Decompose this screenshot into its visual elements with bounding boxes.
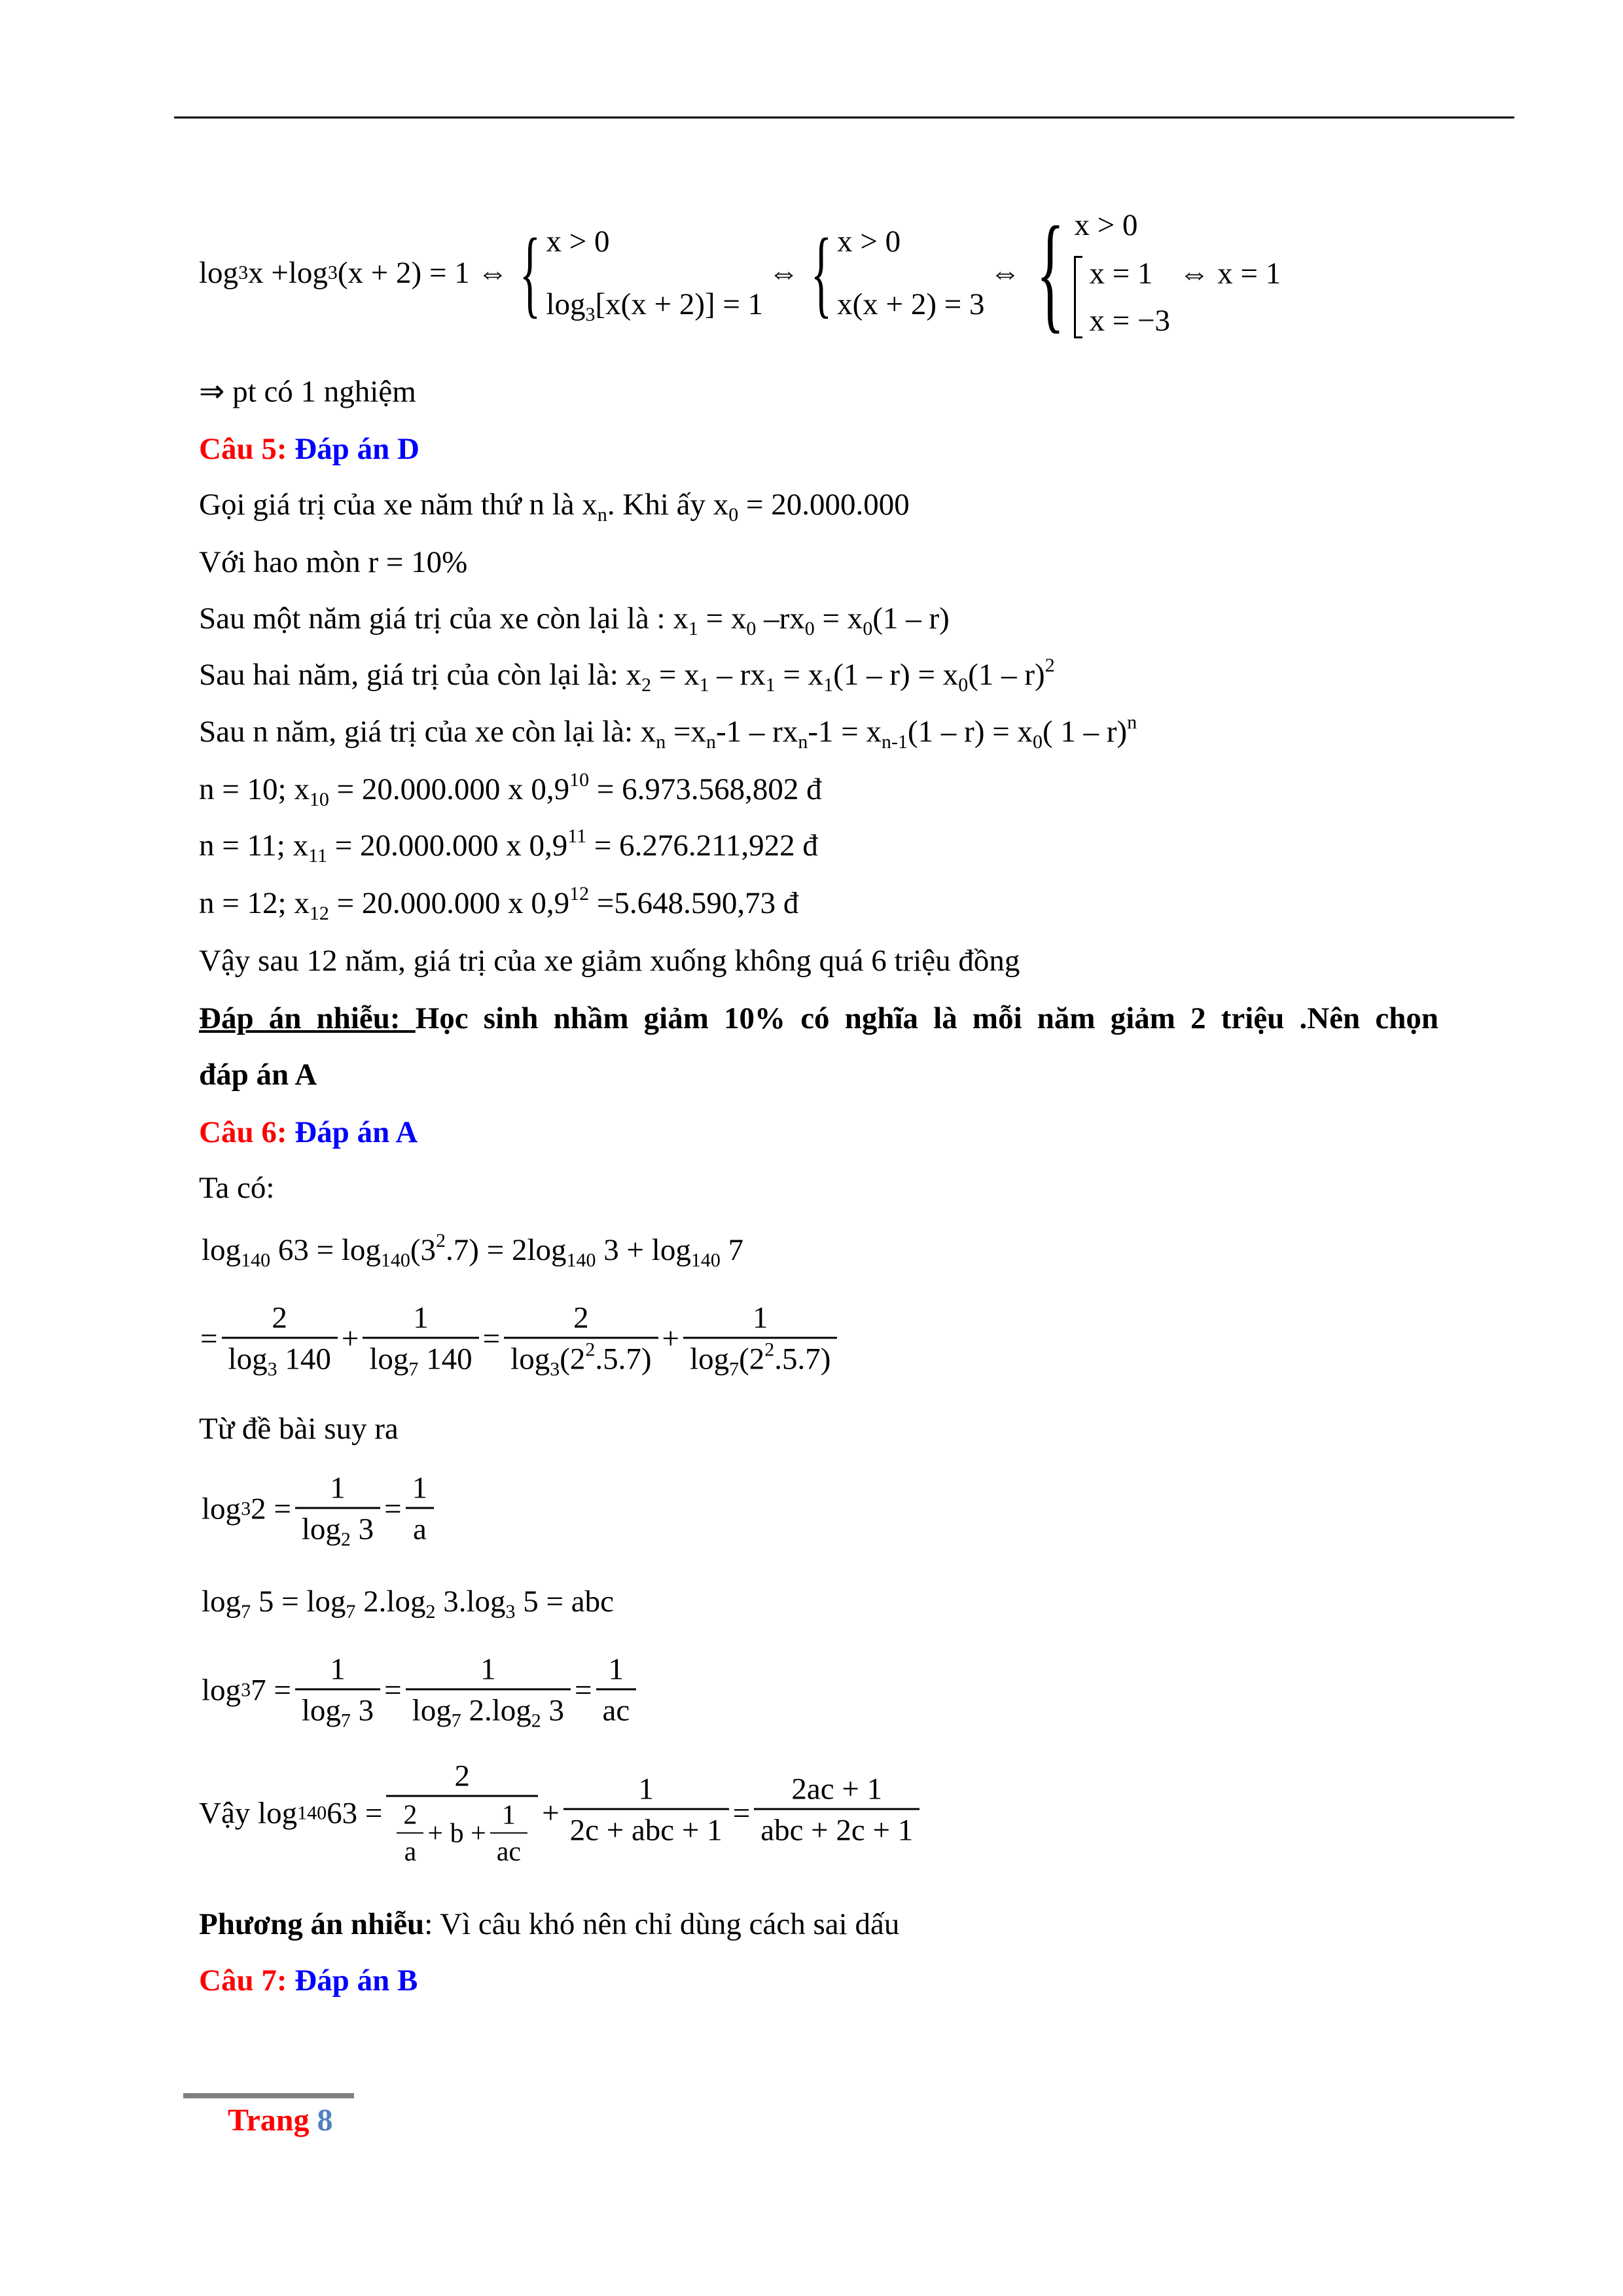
m: log bbox=[510, 1342, 550, 1376]
math-text: log bbox=[546, 287, 586, 321]
question-7-heading bbox=[199, 1963, 418, 1998]
text: = 6.973.568,802 đ bbox=[589, 772, 822, 806]
question-5-heading bbox=[199, 431, 419, 467]
sub: 3 bbox=[550, 1358, 560, 1380]
denominator bbox=[295, 1509, 380, 1551]
text: = x bbox=[698, 601, 747, 636]
text: (1 – r) = x bbox=[908, 715, 1033, 749]
denominator bbox=[406, 1691, 571, 1732]
denominator: abc + 2c + 1 bbox=[760, 1813, 914, 1848]
numerator: 2ac + 1 bbox=[754, 1772, 919, 1810]
numerator: 2 bbox=[386, 1759, 538, 1797]
m: log bbox=[491, 1693, 531, 1728]
m: log bbox=[690, 1342, 730, 1376]
m: = bbox=[384, 1492, 402, 1526]
text: n = 11; x bbox=[199, 829, 309, 863]
text: Gọi giá trị của xe năm thứ n là x bbox=[199, 488, 597, 522]
numerator: 1 bbox=[563, 1772, 729, 1810]
question-label: Câu 7: bbox=[199, 1964, 295, 1998]
sub: 0 bbox=[746, 618, 757, 639]
m: Vậy log bbox=[199, 1796, 298, 1830]
denominator bbox=[222, 1339, 338, 1380]
math-text: ⇔ x = 1 bbox=[1179, 257, 1281, 291]
sup: 2 bbox=[1044, 655, 1055, 676]
fraction bbox=[363, 1300, 478, 1380]
text: (1 – r) bbox=[872, 601, 950, 636]
m: log bbox=[202, 1585, 241, 1619]
m: log bbox=[341, 1233, 381, 1267]
fraction bbox=[596, 1652, 637, 1729]
m: = bbox=[732, 1796, 751, 1830]
denominator bbox=[295, 1691, 380, 1732]
text: n = 10; x bbox=[199, 772, 310, 806]
math-text: x = 1 bbox=[1089, 257, 1153, 291]
text: = 20.000.000 x 0,9 bbox=[327, 829, 568, 863]
text: = 6.276.211,922 đ bbox=[586, 829, 818, 863]
math-text: log bbox=[199, 256, 239, 290]
m: log bbox=[527, 1233, 567, 1267]
fraction bbox=[683, 1300, 837, 1380]
sub: 7 bbox=[340, 1710, 351, 1732]
m: log bbox=[228, 1342, 268, 1376]
m: 2. bbox=[355, 1585, 387, 1619]
sub: 0 bbox=[958, 674, 969, 696]
sup: 2 bbox=[764, 1338, 775, 1361]
m: .7) = 2 bbox=[446, 1233, 527, 1267]
m: 3. bbox=[435, 1585, 467, 1619]
paragraph bbox=[199, 601, 950, 639]
m: 7 = bbox=[251, 1673, 291, 1707]
math-text: [x(x + 2)] = 1 bbox=[595, 287, 764, 321]
m: 3 bbox=[350, 1693, 374, 1728]
sub: 3 bbox=[505, 1601, 516, 1623]
m: = bbox=[575, 1673, 592, 1707]
distractor-note bbox=[199, 1001, 1438, 1036]
sub: 140 bbox=[566, 1249, 596, 1271]
paragraph bbox=[199, 769, 822, 810]
text: . Khi ấy x bbox=[607, 488, 729, 522]
numerator: 2 bbox=[222, 1300, 338, 1339]
bracket-icon bbox=[1074, 256, 1082, 338]
system-3 bbox=[1026, 200, 1281, 345]
sub: 0 bbox=[728, 504, 739, 526]
text: -1 = x bbox=[808, 715, 882, 749]
m: log bbox=[202, 1233, 241, 1267]
m: 3 bbox=[350, 1512, 374, 1547]
m: (3 bbox=[410, 1233, 437, 1267]
math-text: x > 0 bbox=[837, 224, 901, 259]
text: = 20.000.000 bbox=[738, 488, 910, 522]
math-text: x > 0 bbox=[1074, 208, 1138, 242]
sub: n bbox=[798, 731, 808, 753]
fraction bbox=[295, 1471, 380, 1551]
math-text: (x + 2) = 1 ⇔ bbox=[337, 256, 508, 290]
sub: 2 bbox=[340, 1528, 351, 1551]
text: n = 12; x bbox=[199, 886, 310, 920]
m: 63 = bbox=[327, 1796, 383, 1830]
denominator bbox=[504, 1338, 658, 1380]
m: log bbox=[386, 1585, 426, 1619]
sup: 10 bbox=[569, 769, 590, 791]
text: (1 – r) = x bbox=[833, 658, 959, 692]
math-text: log bbox=[288, 256, 328, 290]
answer-label: Đáp án A bbox=[294, 1115, 418, 1149]
page-label: Trang bbox=[228, 2103, 317, 2138]
paragraph: Từ đề bài suy ra bbox=[199, 1412, 399, 1446]
denominator: ac bbox=[602, 1693, 630, 1728]
paragraph bbox=[199, 487, 910, 526]
numerator: 1 bbox=[295, 1652, 380, 1691]
paragraph bbox=[199, 711, 1137, 753]
text: = 20.000.000 x 0,9 bbox=[329, 772, 570, 806]
fraction bbox=[406, 1652, 571, 1732]
denominator: a bbox=[412, 1512, 427, 1547]
m: 63 = bbox=[270, 1233, 342, 1267]
numerator: 1 bbox=[406, 1471, 435, 1509]
paragraph bbox=[199, 655, 1055, 696]
page-footer bbox=[228, 2102, 332, 2138]
m: 2 = bbox=[251, 1492, 291, 1526]
paragraph: Với hao mòn r = 10% bbox=[199, 545, 468, 579]
fraction bbox=[406, 1471, 435, 1547]
text: =x bbox=[666, 715, 707, 749]
m: log bbox=[651, 1233, 691, 1267]
m: log bbox=[466, 1585, 506, 1619]
sub: 2 bbox=[425, 1601, 436, 1623]
denominator: 2c + abc + 1 bbox=[569, 1813, 722, 1848]
denominator: a bbox=[404, 1837, 417, 1867]
m: 5 = bbox=[251, 1585, 307, 1619]
paragraph bbox=[199, 825, 818, 867]
distractor-note bbox=[199, 1907, 899, 1942]
text: : Vì câu khó nên chỉ dùng cách sai dấu bbox=[424, 1907, 900, 1941]
m: + bbox=[341, 1321, 359, 1355]
sub: 7 bbox=[241, 1601, 251, 1623]
denominator bbox=[386, 1797, 538, 1868]
numerator: 1 bbox=[490, 1800, 527, 1834]
sub: 0 bbox=[804, 618, 815, 639]
numerator: 1 bbox=[596, 1652, 637, 1691]
m: 3 bbox=[541, 1693, 565, 1728]
text: Sau n năm, giá trị của xe còn lại là: x bbox=[199, 715, 656, 749]
math-text: x > 0 bbox=[546, 224, 610, 259]
math-sub: 3 bbox=[585, 304, 596, 325]
m: + bbox=[542, 1796, 560, 1830]
sub: 1 bbox=[765, 674, 776, 696]
fraction bbox=[563, 1772, 729, 1848]
text: = x bbox=[775, 658, 824, 692]
sub: 0 bbox=[863, 618, 873, 639]
sup: 12 bbox=[569, 883, 590, 905]
m: 5 = abc bbox=[515, 1585, 614, 1619]
equation-r3: log 3 2 = $\frac{1}{\log_2 3}$ = $\frac{1}{a}$ bbox=[202, 1471, 438, 1547]
m: (2 bbox=[560, 1342, 586, 1376]
brace-icon: { bbox=[810, 219, 832, 327]
equation-r6: Vậy log 140 63 = 2 $\frac{2}{a}$ + b + $\frac{1}{ac}$ + $\frac{1}{\text{2c + abc + 1}}$ = $\frac{2ac + 1}{\text{abc + 2c + 1}}$ bbox=[199, 1759, 923, 1868]
numerator: 1 bbox=[363, 1300, 478, 1339]
sub: 3 bbox=[267, 1358, 277, 1380]
fraction bbox=[222, 1300, 338, 1380]
sub: 7 bbox=[729, 1358, 740, 1380]
fraction bbox=[295, 1652, 380, 1732]
text: = x bbox=[814, 601, 863, 636]
sub: 140 bbox=[241, 1249, 271, 1271]
fraction bbox=[504, 1300, 658, 1380]
sub: n bbox=[656, 731, 666, 753]
m: 7 bbox=[720, 1233, 744, 1267]
fraction bbox=[754, 1772, 919, 1848]
sub: 7 bbox=[346, 1601, 356, 1623]
sub: 140 bbox=[690, 1249, 721, 1271]
text: = x bbox=[651, 658, 700, 692]
denominator bbox=[683, 1338, 837, 1380]
sub: 0 bbox=[1032, 731, 1043, 753]
brace-icon: { bbox=[520, 219, 541, 327]
sub: n bbox=[597, 504, 607, 526]
equivalence-arrow: ⇔ bbox=[990, 256, 1021, 290]
m: .5.7) bbox=[595, 1342, 652, 1376]
sub: 11 bbox=[308, 845, 327, 867]
m: log bbox=[202, 1673, 241, 1707]
math-text: x = −3 bbox=[1089, 304, 1170, 338]
text: =5.648.590,73 đ bbox=[589, 886, 799, 920]
system-2 bbox=[804, 219, 985, 327]
question-6-heading bbox=[199, 1115, 418, 1150]
m: = bbox=[200, 1321, 218, 1355]
conclusion-text: ⇒ pt có 1 nghiệm bbox=[199, 374, 416, 409]
paragraph: Ta có: bbox=[199, 1171, 275, 1205]
sup: 2 bbox=[585, 1338, 596, 1361]
answer-label: Đáp án B bbox=[294, 1964, 418, 1998]
distractor-note-cont: đáp án A bbox=[199, 1058, 317, 1092]
brace-icon: { bbox=[1036, 200, 1065, 345]
solution-set bbox=[1074, 256, 1281, 338]
system-1 bbox=[513, 219, 764, 327]
numerator: 1 bbox=[406, 1652, 571, 1691]
sub: 12 bbox=[309, 903, 329, 924]
answer-label: Đáp án D bbox=[294, 432, 419, 466]
m: log bbox=[202, 1492, 241, 1526]
text: Sau hai năm, giá trị của còn lại là: x bbox=[199, 658, 642, 692]
m: 140 bbox=[418, 1342, 473, 1376]
text: Sau một năm giá trị của xe còn lại là : x bbox=[199, 601, 688, 636]
m: 140 bbox=[277, 1342, 331, 1376]
equivalence-arrow: ⇔ bbox=[768, 256, 800, 290]
numerator: 1 bbox=[295, 1471, 380, 1509]
sub: n bbox=[706, 731, 717, 753]
text: (1 – r) bbox=[968, 658, 1045, 692]
distractor-label: Đáp án nhiễu: bbox=[199, 1001, 416, 1035]
m: = bbox=[482, 1321, 501, 1355]
equation-r2 bbox=[200, 1300, 841, 1380]
text: ( 1 – r) bbox=[1042, 715, 1128, 749]
m: log bbox=[306, 1585, 346, 1619]
m: + b + bbox=[427, 1818, 486, 1849]
sub: 2 bbox=[641, 674, 652, 696]
m: log bbox=[301, 1693, 341, 1728]
sub: 10 bbox=[309, 789, 329, 810]
equation-r5: log 3 7 = $\frac{1}{\log_7 3}$ = $\frac{1}{\log_7 2.\log_2 3}$ = $\frac{1}{ac}$ bbox=[202, 1652, 640, 1729]
m: (2 bbox=[739, 1342, 765, 1376]
fraction bbox=[397, 1800, 423, 1868]
m: .5.7) bbox=[774, 1342, 831, 1376]
equation-log-system: log 3 x + log 3 (x + 2) = 1 ⇔ { x > 0 $\log_3[x(x + 2)] = 1$ ⇔ { x > 0 x(x + 2) = 3 ⇔ { x > 0 x = 1 ⇔ x = 1 x = −3 bbox=[199, 200, 1281, 345]
header-rule bbox=[174, 117, 1514, 118]
numerator: 2 bbox=[504, 1300, 658, 1339]
math-text: x + bbox=[248, 256, 289, 290]
sup: 11 bbox=[567, 825, 587, 847]
paragraph: Vậy sau 12 năm, giá trị của xe giảm xuống không quá 6 triệu đồng bbox=[199, 944, 1020, 978]
m: = bbox=[384, 1673, 402, 1707]
question-label: Câu 6: bbox=[199, 1115, 295, 1149]
text: Học sinh nhầm giảm 10% có nghĩa là mỗi năm giảm 2 triệu .Nên chọn bbox=[415, 1001, 1438, 1035]
numerator: 2 bbox=[397, 1800, 423, 1834]
footer-bar bbox=[183, 2093, 354, 2098]
equation-r1 bbox=[202, 1230, 744, 1271]
paragraph bbox=[199, 883, 799, 924]
m: log bbox=[369, 1342, 409, 1376]
sub: 1 bbox=[699, 674, 709, 696]
m: 3 + bbox=[596, 1233, 652, 1267]
m: 2. bbox=[461, 1693, 492, 1728]
sub: 1 bbox=[823, 674, 834, 696]
equation-r4 bbox=[202, 1584, 614, 1623]
sub: n-1 bbox=[882, 731, 908, 753]
m: + bbox=[662, 1321, 680, 1355]
m: log bbox=[301, 1512, 341, 1547]
denominator: ac bbox=[496, 1837, 522, 1867]
sup: n bbox=[1127, 711, 1137, 733]
fraction bbox=[490, 1800, 527, 1868]
sub: 2 bbox=[531, 1710, 541, 1732]
m: log bbox=[412, 1693, 452, 1728]
sup: 2 bbox=[436, 1230, 446, 1251]
text: –rx bbox=[756, 601, 805, 636]
denominator bbox=[363, 1339, 478, 1380]
distractor-label: Phương án nhiễu bbox=[199, 1907, 425, 1941]
text: -1 – rx bbox=[716, 715, 798, 749]
question-label: Câu 5: bbox=[199, 432, 295, 466]
sub: 140 bbox=[380, 1249, 410, 1271]
fraction bbox=[386, 1759, 538, 1868]
sub: 7 bbox=[451, 1710, 461, 1732]
text: – rx bbox=[709, 658, 766, 692]
numerator: 1 bbox=[683, 1300, 837, 1339]
math-text: x(x + 2) = 3 bbox=[837, 287, 985, 321]
sub: 1 bbox=[688, 618, 698, 639]
sub: 7 bbox=[408, 1358, 419, 1380]
page-number: 8 bbox=[317, 2103, 333, 2138]
text: = 20.000.000 x 0,9 bbox=[329, 886, 570, 920]
